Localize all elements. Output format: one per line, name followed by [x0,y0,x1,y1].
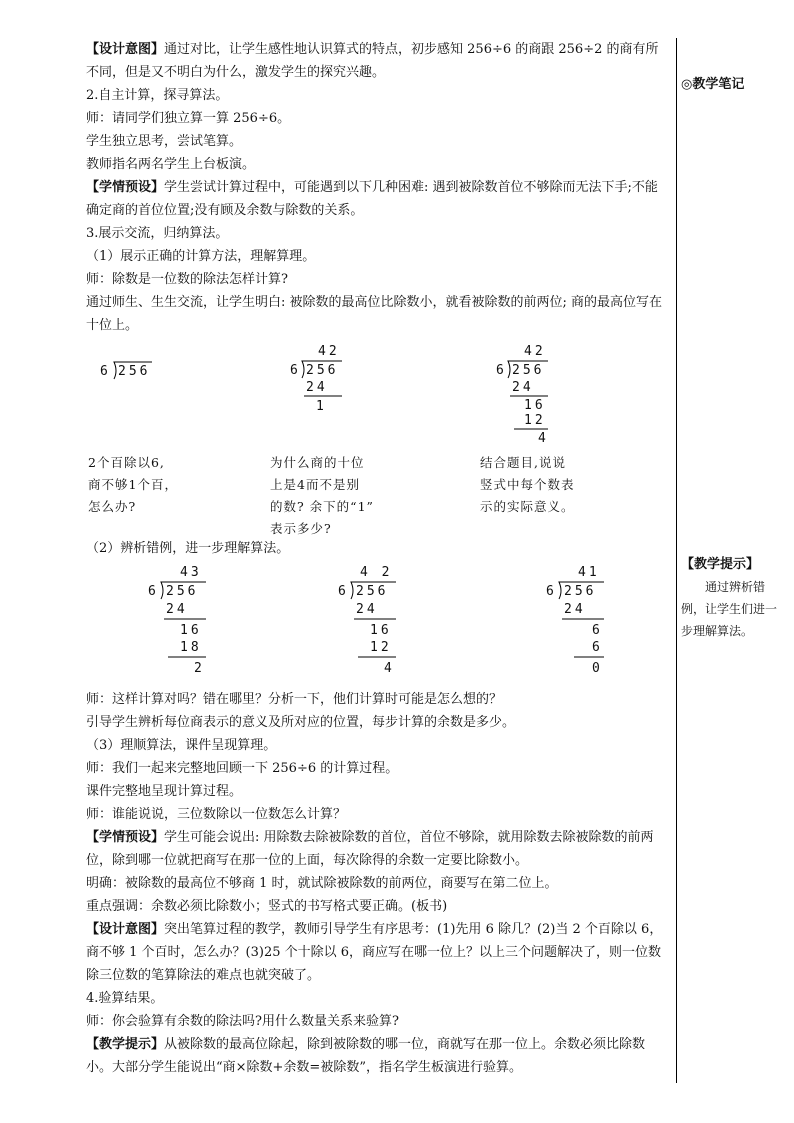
note-3: 结合题目,说说 竖式中每个数表 示的实际意义。 [480,455,575,514]
para-guide-analysis: 引导学生辨析每位商表示的意义及所对应的位置，每步计算的余数是多少。 [86,715,516,730]
para-student-prediction-1: 【学情预设】学生尝试计算过程中，可能遇到以下几种困难: 遇到被除数首位不够除而无法下手;不能确定商的首位位置;没有顾及余数与除数的关系。 [86,180,658,218]
division-bracket [146,565,236,677]
lesson-text-continued [86,688,670,1079]
para-clarify: 明确：被除数的最高位不够商 1 时，就试除被除数的前两位，商要写在第二位上。 [86,876,558,891]
para-who-can-say: 师：谁能说说，三位数除以一位数怎么计算？ [86,807,347,822]
section-2-label: （2）辨析错例，进一步理解算法。 [86,541,290,556]
para-courseware: 课件完整地呈现计算过程。 [86,784,243,799]
para-design-intent-2: 【设计意图】突出笔算过程的教学，教师引导学生有序思考：(1)先用 6 除几？(2)当 2 个百除以 6，商不够 1 个百时，怎么办？(3)25 个十除以 6，商应写在哪一位上？以上三个问题解决了，则一位数除三位数的笔算除法的难点也就突破了。 [86,922,663,983]
para-emphasis: 重点强调：余数必须比除数小；竖式的书写格式要正确。(板书) [86,899,448,914]
division-figure-2: 42 6 256 24 1 [288,344,378,414]
para-teacher-question: 师：除数是一位数的除法怎样计算? [86,272,288,287]
division-bracket [494,344,584,448]
sidebar-notes-title: ◎教学笔记 [681,77,745,92]
para-students-think: 学生独立思考，尝试笔算。 [86,134,243,149]
division-figure-3: 42 6 256 24 16 12 4 [494,344,584,444]
para-step-3: 3.展示交流，归纳算法。 [86,226,229,241]
para-design-intent-1: 【设计意图】通过对比，让学生感性地认识算式的特点，初步感知 256÷6 的商跟 256÷2 的商有所不同，但是又不明白为什么，激发学生的探究兴趣。 [86,42,659,80]
para-teacher-ask: 师：请同学们独立算一算 256÷6。 [86,111,291,126]
note-2: 为什么商的十位 上是4而不是别 的数? 余下的“1” 表示多少? [270,455,374,536]
para-student-prediction-2: 【学情预设】学生可能会说出: 用除数去除被除数的首位，首位不够除，就用除数去除被除数的前两位，除到哪一位就把商写在那一位的上面，每次除得的余数一定要比除数小。 [86,830,654,868]
division-figure-a: 43 6 256 24 16 18 2 [146,565,236,675]
division-bracket [336,565,426,677]
para-step-4: 4.验算结果。 [86,991,164,1006]
division-bracket [288,344,378,414]
note-1: 2个百除以6, 商不够1个百， 怎么办? [88,455,178,514]
division-figure-b: 4 2 6 256 24 16 12 4 [336,565,426,675]
division-bracket [544,565,634,677]
para-teaching-tip: 【教学提示】从被除数的最高位除起，除到被除数的哪一位，商就写在那一位上。余数必须比除数小。大部分学生能说出“商×除数+余数=被除数”，指名学生板演进行验算。 [86,1037,646,1075]
para-sub-1: （1）展示正确的计算方法，理解算理。 [86,249,316,264]
para-teacher-check: 师：这样计算对吗？错在哪里？分析一下，他们计算时可能是怎么想的？ [86,692,503,707]
para-sub-3: （3）理顺算法，课件呈现算理。 [86,738,277,753]
sidebar-divider [676,38,677,1083]
para-step-2: 2.自主计算，探寻算法。 [86,88,229,103]
para-review: 师：我们一起来完整地回顾一下 256÷6 的计算过程。 [86,761,399,776]
para-board-demo: 教师指名两名学生上台板演。 [86,157,256,172]
sidebar-teaching-tip: 【教学提示】 通过辨析错例，让学生们进一步理解算法。 [681,557,778,638]
division-figure-c: 41 6 256 24 6 6 0 [544,565,634,675]
division-figure-1: 6 256 [96,360,176,382]
division-bracket [96,360,176,382]
para-teacher-verify: 师：你会验算有余数的除法吗?用什么数量关系来验算? [86,1014,399,1029]
lesson-text [86,38,670,337]
para-exchange: 通过师生、生生交流，让学生明白: 被除数的最高位比除数小，就看被除数的前两位; 商的最高位写在十位上。 [86,295,663,333]
